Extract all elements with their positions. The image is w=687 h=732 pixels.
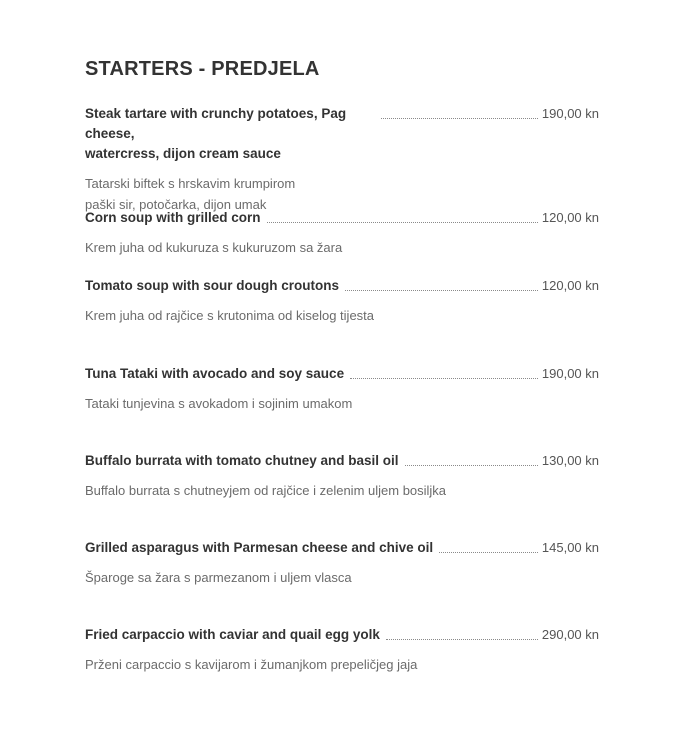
menu-item	[85, 451, 599, 501]
menu-item-name: Fried carpaccio with caviar and quail egg yolk	[85, 627, 380, 642]
menu-item-description: Tatarski biftek s hrskavim krumpirom paški sir, potočarka, dijon umak	[85, 176, 296, 212]
menu-item-price: 145,00 kn	[541, 540, 599, 555]
menu-item-name: Steak tartare with crunchy potatoes, Pag cheese, watercress, dijon cream sauce	[85, 106, 347, 161]
menu-item-description: Prženi carpaccio s kavijarom i žumanjkom prepeličjeg jaja	[85, 657, 418, 672]
menu-item-price: 130,00 kn	[541, 453, 599, 468]
section-title: STARTERS - PREDJELA	[85, 58, 320, 80]
menu-item-row	[85, 104, 599, 164]
menu-item-price: 190,00 kn	[541, 106, 599, 121]
menu-item	[85, 104, 599, 215]
menu-item-row	[85, 276, 599, 296]
dot-leader	[381, 117, 538, 119]
menu-item	[85, 276, 599, 326]
menu-item-row	[85, 538, 599, 558]
menu-item-name: Tomato soup with sour dough croutons	[85, 278, 339, 293]
menu-item-price: 190,00 kn	[541, 366, 599, 381]
dot-leader	[439, 551, 538, 553]
menu-item	[85, 538, 599, 588]
menu-item-description: Šparoge sa žara s parmezanom i uljem vlasca	[85, 570, 352, 585]
menu-item	[85, 364, 599, 414]
dot-leader	[345, 289, 538, 291]
menu-item-price: 120,00 kn	[541, 210, 599, 225]
menu-item-price: 290,00 kn	[541, 627, 599, 642]
menu-item-row	[85, 364, 599, 384]
menu-item-description: Krem juha od rajčice s krutonima od kiselog tijesta	[85, 308, 375, 323]
menu-item-description: Tataki tunjevina s avokadom i sojinim umakom	[85, 396, 353, 411]
dot-leader	[267, 221, 538, 223]
menu-item-row	[85, 451, 599, 471]
dot-leader	[405, 464, 538, 466]
menu-item	[85, 208, 599, 258]
menu-item-price: 120,00 kn	[541, 278, 599, 293]
menu-item-description: Krem juha od kukuruza s kukuruzom sa žara	[85, 240, 343, 255]
dot-leader	[386, 638, 538, 640]
menu-item-description: Buffalo burrata s chutneyjem od rajčice i zelenim uljem bosiljka	[85, 483, 447, 498]
menu-item-name: Grilled asparagus with Parmesan cheese and chive oil	[85, 540, 434, 555]
dot-leader	[350, 377, 538, 379]
menu-item	[85, 625, 599, 675]
menu-item-name: Tuna Tataki with avocado and soy sauce	[85, 366, 345, 381]
menu-item-row	[85, 208, 599, 228]
menu-item-row	[85, 625, 599, 645]
menu-item-name: Buffalo burrata with tomato chutney and basil oil	[85, 453, 399, 468]
menu-item-name: Corn soup with grilled corn	[85, 210, 261, 225]
